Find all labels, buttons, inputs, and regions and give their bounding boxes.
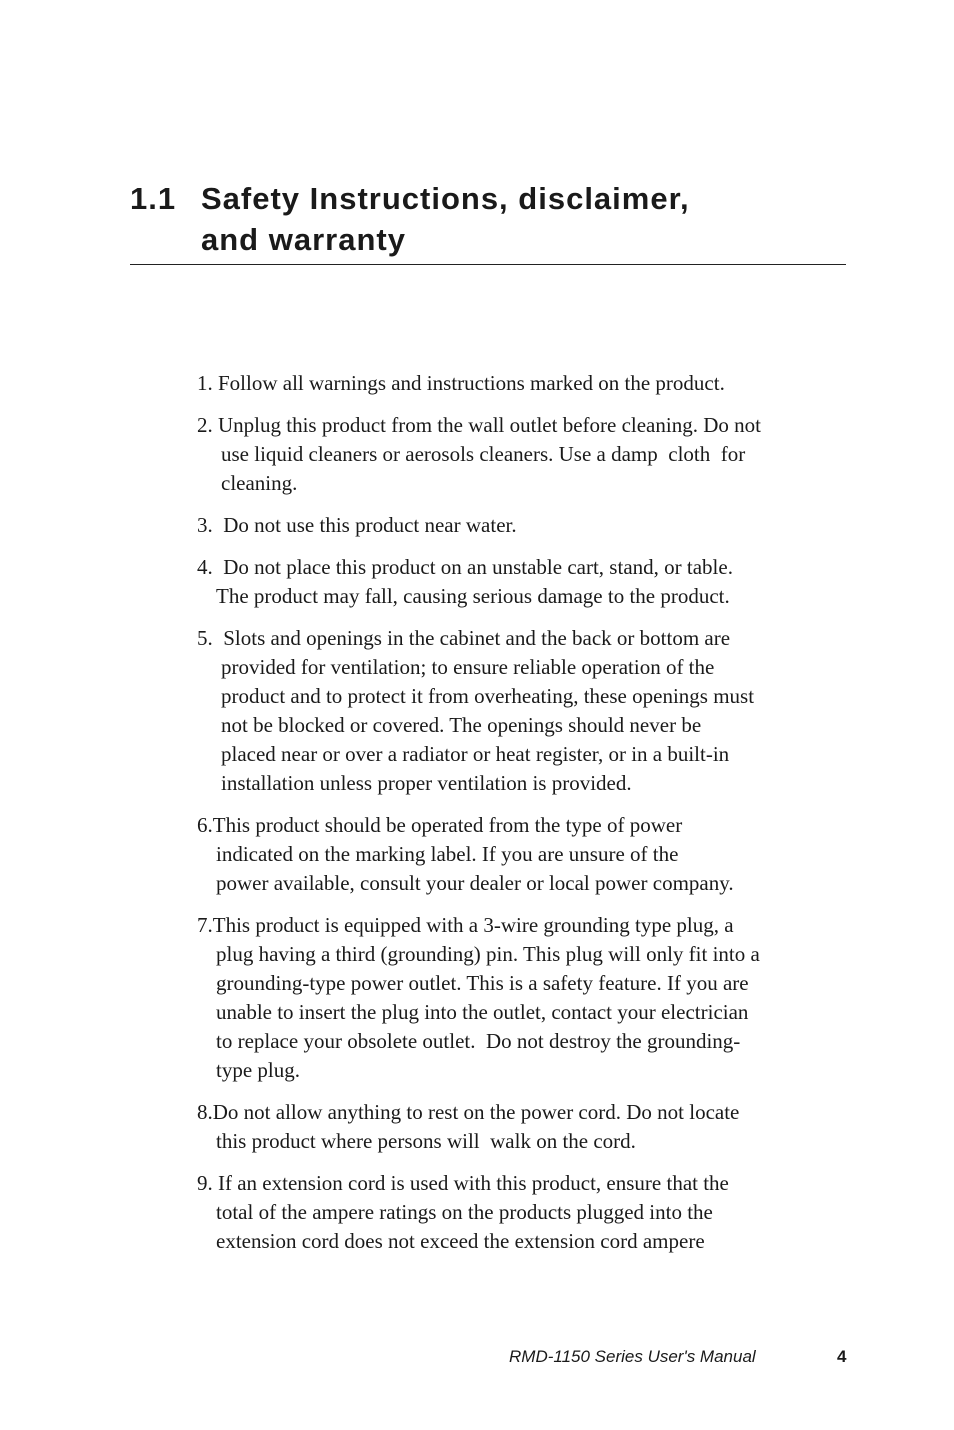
- list-item-line: not be blocked or covered. The openings should never be: [221, 713, 702, 737]
- list-item-line: 5. Slots and openings in the cabinet and the back or bottom are: [197, 626, 731, 650]
- list-item: [197, 1169, 857, 1256]
- list-item-line: plug having a third (grounding) pin. This plug will only fit into a: [216, 942, 760, 966]
- list-item-line: 8.Do not allow anything to rest on the power cord. Do not locate: [197, 1100, 740, 1124]
- section-title-line-1: Safety Instructions, disclaimer,: [201, 181, 690, 216]
- list-item-line: to replace your obsolete outlet. Do not destroy the grounding-: [216, 1029, 741, 1053]
- list-item: [197, 411, 857, 498]
- list-item-line: grounding-type power outlet. This is a safety feature. If you are: [216, 971, 749, 995]
- list-item: [197, 369, 857, 398]
- footer-page-number: 4: [837, 1347, 847, 1366]
- list-item-line: installation unless proper ventilation is provided.: [221, 771, 632, 795]
- list-item: [197, 911, 857, 1085]
- list-item-line: 7.This product is equipped with a 3-wire grounding type plug, a: [197, 913, 734, 937]
- list-item-line: indicated on the marking label. If you are unsure of the: [216, 842, 679, 866]
- list-item-line: this product where persons will walk on the cord.: [216, 1129, 636, 1153]
- list-item-line: product and to protect it from overheating, these openings must: [221, 684, 755, 708]
- list-item-line: use liquid cleaners or aerosols cleaners. Use a damp cloth for: [221, 442, 746, 466]
- safety-instructions-list: [197, 369, 857, 1269]
- list-item-line: 4. Do not place this product on an unstable cart, stand, or table.: [197, 555, 733, 579]
- list-item-line: cleaning.: [221, 471, 298, 495]
- list-item-line: power available, consult your dealer or local power company.: [216, 871, 734, 895]
- list-item-line: The product may fall, causing serious damage to the product.: [216, 584, 730, 608]
- section-number: 1.1: [130, 181, 177, 216]
- list-item-line: provided for ventilation; to ensure reliable operation of the: [221, 655, 715, 679]
- list-item: [197, 1098, 857, 1156]
- list-item-line: 2. Unplug this product from the wall outlet before cleaning. Do not: [197, 413, 761, 437]
- heading-divider: [130, 264, 846, 265]
- list-item-line: 3. Do not use this product near water.: [197, 513, 517, 537]
- list-item: [197, 624, 857, 798]
- list-item-line: 9. If an extension cord is used with this product, ensure that the: [197, 1171, 729, 1195]
- footer-manual-title: RMD-1150 Series User's Manual: [509, 1347, 756, 1366]
- list-item-line: placed near or over a radiator or heat register, or in a built-in: [221, 742, 730, 766]
- list-item-line: extension cord does not exceed the extension cord ampere: [216, 1229, 705, 1253]
- list-item: [197, 811, 857, 898]
- list-item-line: 1. Follow all warnings and instructions marked on the product.: [197, 371, 725, 395]
- list-item-line: 6.This product should be operated from the type of power: [197, 813, 683, 837]
- list-item: [197, 511, 857, 540]
- list-item-line: total of the ampere ratings on the products plugged into the: [216, 1200, 713, 1224]
- section-title-line-2: and warranty: [201, 222, 406, 257]
- section-heading: [130, 178, 846, 260]
- list-item: [197, 553, 857, 611]
- list-item-line: type plug.: [216, 1058, 300, 1082]
- list-item-line: unable to insert the plug into the outlet, contact your electrician: [216, 1000, 749, 1024]
